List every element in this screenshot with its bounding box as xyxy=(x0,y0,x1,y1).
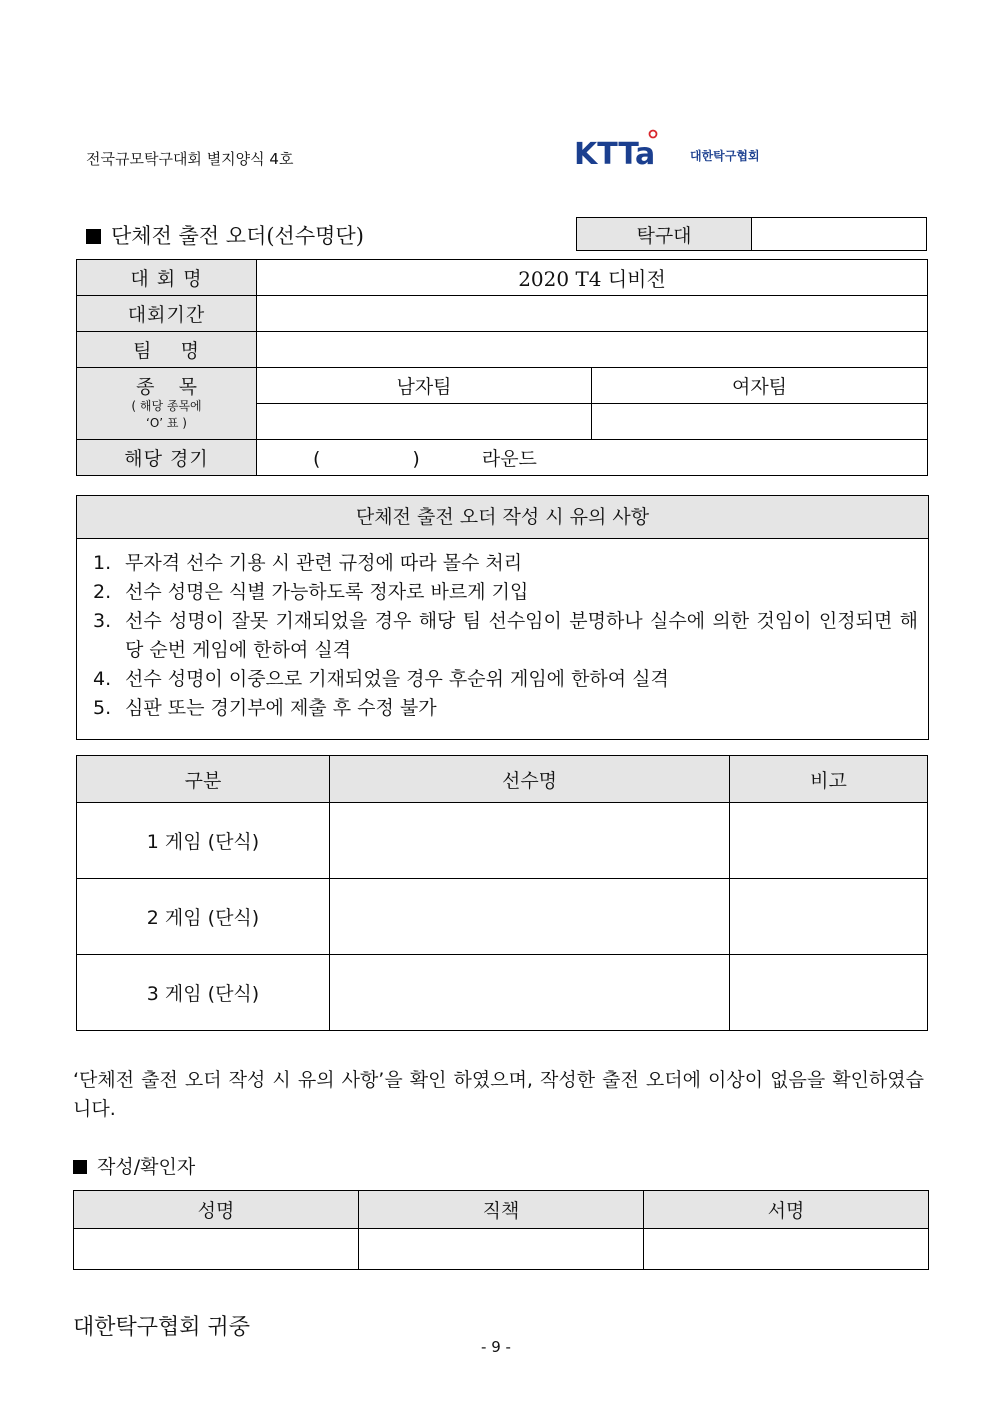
remarks-field[interactable] xyxy=(730,955,928,1031)
player-name-field[interactable] xyxy=(330,879,730,955)
competition-period-field[interactable] xyxy=(257,296,928,332)
round-close-paren: ) xyxy=(412,448,420,470)
section-title-order: 단체전 출전 오더(선수명단) xyxy=(86,220,364,250)
player-name-field[interactable] xyxy=(330,955,730,1031)
women-team-check-field[interactable] xyxy=(592,404,928,440)
note-item: 3. 선수 성명이 잘못 기재되었을 경우 해당 팀 선수임이 분명하나 실수에 의한 것임이 인정되면 해당 순번 게임에 한하여 실격 xyxy=(93,610,918,661)
match-label: 해당 경기 xyxy=(77,440,257,476)
signer-signature-field[interactable] xyxy=(644,1229,929,1270)
event-label: 종 목 xyxy=(136,375,197,398)
competition-period-label: 대회기간 xyxy=(77,296,257,332)
col-header-remarks: 비고 xyxy=(730,756,928,803)
team-name-label: 팀 명 xyxy=(77,332,257,368)
game-label: 1 게임 (단식) xyxy=(77,803,330,879)
game-label: 3 게임 (단식) xyxy=(77,955,330,1031)
round-suffix: 라운드 xyxy=(481,448,537,470)
competition-name-value[interactable]: 2020 T4 디비전 xyxy=(257,260,928,296)
remarks-field[interactable] xyxy=(730,803,928,879)
event-label-cell xyxy=(77,368,257,440)
competition-name-label: 대 회 명 xyxy=(77,260,257,296)
form-identifier: 전국규모탁구대회 별지양식 4호 xyxy=(86,150,294,168)
event-note-line2: ‘O’ 표 ) xyxy=(146,415,187,430)
signer-position-field[interactable] xyxy=(359,1229,644,1270)
note-item: 4. 선수 성명이 이중으로 기재되었을 경우 후순위 게임에 한하여 실격 xyxy=(93,668,669,690)
note-item: 5. 심판 또는 경기부에 제출 후 수정 불가 xyxy=(93,697,437,719)
men-team-header: 남자팀 xyxy=(257,368,592,404)
team-name-field[interactable] xyxy=(257,332,928,368)
remarks-field[interactable] xyxy=(730,879,928,955)
event-note-line1: ( 해당 종목에 xyxy=(131,398,202,413)
round-field[interactable] xyxy=(257,440,928,476)
ktta-logo xyxy=(574,128,774,172)
notes-title: 단체전 출전 오더 작성 시 유의 사항 xyxy=(77,496,928,539)
ktta-logo-mark xyxy=(574,128,688,172)
club-value-field[interactable] xyxy=(752,218,927,251)
round-open-paren: ( xyxy=(313,448,321,470)
signer-table xyxy=(73,1190,929,1270)
black-square-icon xyxy=(73,1160,87,1174)
club-label: 탁구대 xyxy=(577,218,752,251)
player-name-field[interactable] xyxy=(330,803,730,879)
black-square-icon xyxy=(86,229,101,244)
addressee: 대한탁구협회 귀중 xyxy=(73,1315,251,1340)
note-item: 1. 무자격 선수 기용 시 관련 규정에 따라 몰수 처리 xyxy=(93,552,523,574)
women-team-header: 여자팀 xyxy=(592,368,928,404)
competition-info-table xyxy=(76,259,928,476)
col-header-signature: 서명 xyxy=(644,1191,929,1229)
confirmation-statement: ‘단체전 출전 오더 작성 시 유의 사항’을 확인 하였으며, 작성한 출전 오더에 이상이 없음을 확인하였습니다. xyxy=(73,1069,924,1120)
note-item: 2. 선수 성명은 식별 가능하도록 정자로 바르게 기입 xyxy=(93,581,529,603)
col-header-player: 선수명 xyxy=(330,756,730,803)
logo-text: KTTa xyxy=(574,137,656,172)
logo-subtitle: 대한탁구협회 xyxy=(690,149,760,163)
col-header-position: 직책 xyxy=(359,1191,644,1229)
game-order-table xyxy=(76,755,928,1031)
col-header-name: 성명 xyxy=(74,1191,359,1229)
game-label: 2 게임 (단식) xyxy=(77,879,330,955)
col-header-category: 구분 xyxy=(77,756,330,803)
men-team-check-field[interactable] xyxy=(257,404,592,440)
signer-name-field[interactable] xyxy=(74,1229,359,1270)
notes-list xyxy=(77,539,928,723)
section-title-signer: 작성/확인자 xyxy=(73,1152,195,1179)
club-table xyxy=(576,217,927,251)
page-number: - 9 - xyxy=(481,1338,511,1356)
notes-box xyxy=(76,495,929,740)
